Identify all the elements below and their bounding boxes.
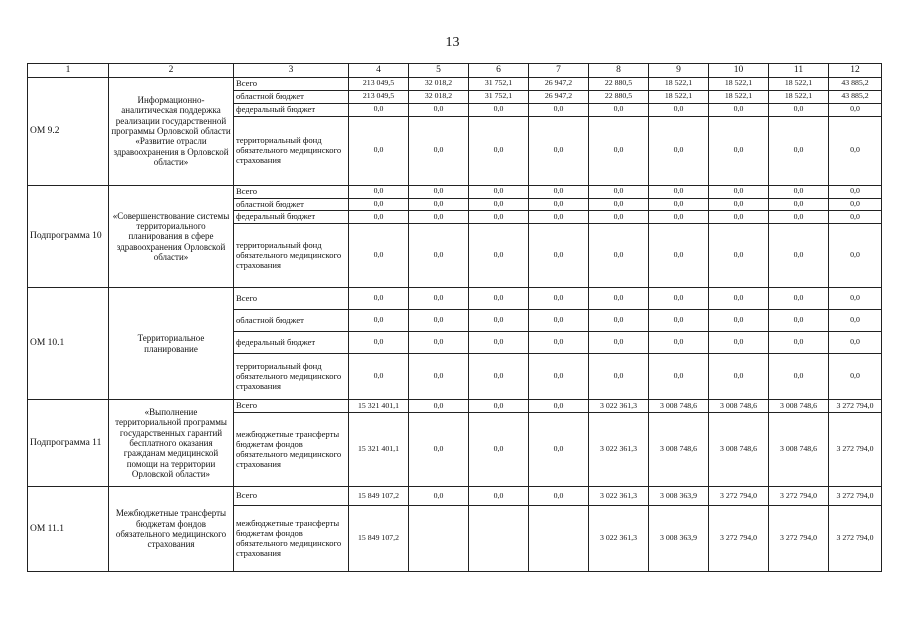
funding-value: 0,0 — [769, 288, 829, 310]
funding-value: 0,0 — [709, 224, 769, 288]
funding-value: 0,0 — [649, 211, 709, 224]
column-header: 4 — [349, 64, 409, 78]
funding-value: 3 272 794,0 — [709, 487, 769, 506]
funding-value: 26 947,2 — [529, 78, 589, 91]
funding-value: 0,0 — [649, 224, 709, 288]
funding-value: 32 018,2 — [409, 78, 469, 91]
funding-value: 0,0 — [589, 288, 649, 310]
funding-value: 18 522,1 — [769, 90, 829, 103]
funding-value: 0,0 — [529, 198, 589, 211]
funding-source: Всего — [234, 78, 349, 91]
funding-source: Всего — [234, 185, 349, 198]
funding-value: 0,0 — [469, 288, 529, 310]
funding-value: 0,0 — [409, 413, 469, 487]
funding-value: 0,0 — [349, 310, 409, 332]
funding-value: 0,0 — [529, 185, 589, 198]
funding-source: территориальный фонд обязательного медицинского страхования — [234, 224, 349, 288]
column-header: 1 — [28, 64, 109, 78]
program-code: Подпрограмма 11 — [28, 400, 109, 487]
funding-value: 0,0 — [769, 211, 829, 224]
funding-value: 0,0 — [409, 400, 469, 413]
funding-value: 43 885,2 — [829, 90, 882, 103]
column-header: 8 — [589, 64, 649, 78]
column-header: 7 — [529, 64, 589, 78]
funding-value: 0,0 — [769, 185, 829, 198]
funding-value: 0,0 — [829, 211, 882, 224]
funding-value: 18 522,1 — [769, 78, 829, 91]
funding-value: 0,0 — [649, 354, 709, 400]
funding-value: 0,0 — [709, 211, 769, 224]
funding-value: 0,0 — [529, 400, 589, 413]
program-code: Подпрограмма 10 — [28, 185, 109, 288]
funding-value: 0,0 — [829, 198, 882, 211]
funding-source: областной бюджет — [234, 198, 349, 211]
funding-value — [409, 506, 469, 572]
funding-value: 3 008 748,6 — [709, 400, 769, 413]
column-header: 5 — [409, 64, 469, 78]
program-code: ОМ 11.1 — [28, 487, 109, 572]
funding-value: 0,0 — [649, 185, 709, 198]
funding-value: 0,0 — [829, 103, 882, 116]
funding-value: 0,0 — [469, 310, 529, 332]
funding-value: 22 880,5 — [589, 90, 649, 103]
column-header: 6 — [469, 64, 529, 78]
funding-value: 0,0 — [349, 198, 409, 211]
funding-value: 0,0 — [589, 185, 649, 198]
funding-value: 3 008 363,9 — [649, 487, 709, 506]
funding-source: Всего — [234, 400, 349, 413]
funding-value: 213 049,5 — [349, 90, 409, 103]
table-row — [28, 400, 882, 413]
program-code: ОМ 10.1 — [28, 288, 109, 400]
funding-value: 0,0 — [529, 413, 589, 487]
funding-value: 3 022 361,3 — [589, 413, 649, 487]
funding-value: 0,0 — [829, 185, 882, 198]
funding-value: 0,0 — [589, 224, 649, 288]
funding-source: федеральный бюджет — [234, 211, 349, 224]
funding-value: 18 522,1 — [709, 90, 769, 103]
funding-value: 0,0 — [349, 354, 409, 400]
funding-source: территориальный фонд обязательного медицинского страхования — [234, 116, 349, 185]
funding-source: областной бюджет — [234, 90, 349, 103]
funding-value: 0,0 — [529, 224, 589, 288]
funding-value: 3 272 794,0 — [769, 487, 829, 506]
funding-value: 0,0 — [409, 198, 469, 211]
funding-value: 0,0 — [829, 310, 882, 332]
funding-value: 0,0 — [529, 103, 589, 116]
column-header: 10 — [709, 64, 769, 78]
funding-source: Всего — [234, 487, 349, 506]
funding-value: 0,0 — [709, 198, 769, 211]
funding-value: 0,0 — [709, 310, 769, 332]
table-row — [28, 78, 882, 91]
funding-value: 0,0 — [589, 332, 649, 354]
funding-value: 0,0 — [589, 103, 649, 116]
funding-value: 0,0 — [709, 354, 769, 400]
funding-value: 3 272 794,0 — [829, 400, 882, 413]
funding-value: 3 272 794,0 — [709, 506, 769, 572]
funding-value: 0,0 — [709, 332, 769, 354]
funding-value: 43 885,2 — [829, 78, 882, 91]
column-header: 11 — [769, 64, 829, 78]
funding-value: 213 049,5 — [349, 78, 409, 91]
funding-value: 15 849 107,2 — [349, 487, 409, 506]
funding-value: 3 022 361,3 — [589, 487, 649, 506]
funding-value: 0,0 — [409, 354, 469, 400]
funding-value: 0,0 — [589, 211, 649, 224]
funding-value: 0,0 — [709, 288, 769, 310]
funding-value: 0,0 — [469, 413, 529, 487]
funding-value: 0,0 — [469, 198, 529, 211]
funding-value: 0,0 — [409, 288, 469, 310]
funding-value: 0,0 — [769, 103, 829, 116]
funding-value: 0,0 — [829, 354, 882, 400]
funding-value: 3 008 748,6 — [649, 400, 709, 413]
funding-value: 0,0 — [649, 198, 709, 211]
funding-source: областной бюджет — [234, 310, 349, 332]
funding-value: 0,0 — [649, 103, 709, 116]
program-code: ОМ 9.2 — [28, 78, 109, 186]
funding-value: 0,0 — [529, 288, 589, 310]
funding-value: 0,0 — [649, 332, 709, 354]
funding-value: 0,0 — [529, 310, 589, 332]
funding-value: 0,0 — [709, 185, 769, 198]
funding-value: 0,0 — [769, 332, 829, 354]
funding-value: 0,0 — [529, 487, 589, 506]
funding-value: 0,0 — [469, 332, 529, 354]
funding-value: 0,0 — [829, 224, 882, 288]
funding-value: 0,0 — [529, 332, 589, 354]
funding-value: 0,0 — [469, 487, 529, 506]
funding-value: 0,0 — [469, 116, 529, 185]
funding-value: 0,0 — [469, 354, 529, 400]
funding-value: 0,0 — [589, 116, 649, 185]
funding-value: 31 752,1 — [469, 90, 529, 103]
funding-value: 0,0 — [409, 185, 469, 198]
funding-value: 0,0 — [529, 354, 589, 400]
funding-value: 0,0 — [829, 288, 882, 310]
funding-source: Всего — [234, 288, 349, 310]
funding-value: 0,0 — [349, 185, 409, 198]
funding-value: 0,0 — [469, 224, 529, 288]
funding-value: 32 018,2 — [409, 90, 469, 103]
funding-value: 18 522,1 — [649, 90, 709, 103]
funding-value: 0,0 — [469, 185, 529, 198]
funding-value: 0,0 — [349, 116, 409, 185]
funding-value: 0,0 — [349, 103, 409, 116]
funding-value: 0,0 — [349, 211, 409, 224]
funding-value: 0,0 — [409, 332, 469, 354]
funding-value: 0,0 — [469, 103, 529, 116]
funding-value: 3 022 361,3 — [589, 506, 649, 572]
funding-value: 22 880,5 — [589, 78, 649, 91]
funding-value: 0,0 — [409, 224, 469, 288]
funding-value: 15 321 401,1 — [349, 413, 409, 487]
funding-value: 0,0 — [349, 224, 409, 288]
funding-value: 3 272 794,0 — [829, 506, 882, 572]
funding-value: 0,0 — [829, 332, 882, 354]
funding-value: 0,0 — [649, 310, 709, 332]
funding-value: 0,0 — [409, 103, 469, 116]
funding-value: 3 022 361,3 — [589, 400, 649, 413]
funding-value: 0,0 — [469, 211, 529, 224]
funding-source: межбюджетные трансферты бюджетам фондов обязательного медицинского страхования — [234, 413, 349, 487]
funding-value: 0,0 — [769, 116, 829, 185]
program-name: Территориальное планирование — [109, 288, 234, 400]
table-row — [28, 288, 882, 310]
funding-value: 0,0 — [409, 211, 469, 224]
funding-value: 3 008 363,9 — [649, 506, 709, 572]
program-name: «Выполнение территориальной программы государственных гарантий бесплатного оказания гражданам медицинской помощи на территории Орловской области» — [109, 400, 234, 487]
table-row — [28, 185, 882, 198]
funding-value: 3 008 748,6 — [649, 413, 709, 487]
column-header: 3 — [234, 64, 349, 78]
program-name: «Совершенствование системы территориального планирования в сфере здравоохранения Орловской области» — [109, 185, 234, 288]
funding-source: межбюджетные трансферты бюджетам фондов обязательного медицинского страхования — [234, 506, 349, 572]
funding-value — [529, 506, 589, 572]
funding-value: 0,0 — [589, 354, 649, 400]
funding-value: 0,0 — [349, 332, 409, 354]
program-name: Межбюджетные трансферты бюджетам фондов обязательного медицинского страхования — [109, 487, 234, 572]
funding-value: 0,0 — [709, 103, 769, 116]
funding-source: территориальный фонд обязательного медицинского страхования — [234, 354, 349, 400]
column-header-row — [28, 64, 882, 78]
funding-value: 0,0 — [529, 211, 589, 224]
funding-value: 3 008 748,6 — [769, 413, 829, 487]
column-header: 2 — [109, 64, 234, 78]
funding-value: 18 522,1 — [649, 78, 709, 91]
funding-value: 0,0 — [769, 198, 829, 211]
funding-value: 0,0 — [769, 354, 829, 400]
funding-value: 3 008 748,6 — [769, 400, 829, 413]
funding-value: 0,0 — [829, 116, 882, 185]
funding-value: 18 522,1 — [709, 78, 769, 91]
funding-value: 3 272 794,0 — [829, 487, 882, 506]
funding-value — [469, 506, 529, 572]
funding-value: 0,0 — [649, 288, 709, 310]
funding-value: 0,0 — [589, 198, 649, 211]
funding-value: 0,0 — [709, 116, 769, 185]
funding-value: 0,0 — [769, 310, 829, 332]
funding-source: федеральный бюджет — [234, 103, 349, 116]
funding-value: 0,0 — [589, 310, 649, 332]
funding-source: федеральный бюджет — [234, 332, 349, 354]
program-name: Информационно-аналитическая поддержка реализации государственной программы Орловской области «Развитие отрасли здравоохранения в Орловской области» — [109, 78, 234, 186]
funding-value: 26 947,2 — [529, 90, 589, 103]
funding-value: 15 849 107,2 — [349, 506, 409, 572]
funding-value: 0,0 — [649, 116, 709, 185]
page-number: 13 — [445, 35, 460, 50]
funding-value: 0,0 — [349, 288, 409, 310]
funding-value: 31 752,1 — [469, 78, 529, 91]
funding-value: 0,0 — [409, 116, 469, 185]
funding-value: 15 321 401,1 — [349, 400, 409, 413]
funding-value: 0,0 — [409, 310, 469, 332]
funding-value: 3 272 794,0 — [829, 413, 882, 487]
budget-table — [27, 63, 882, 572]
funding-value: 3 008 748,6 — [709, 413, 769, 487]
funding-value: 3 272 794,0 — [769, 506, 829, 572]
funding-value: 0,0 — [469, 400, 529, 413]
column-header: 9 — [649, 64, 709, 78]
funding-value: 0,0 — [769, 224, 829, 288]
funding-value: 0,0 — [409, 487, 469, 506]
table-body — [28, 78, 882, 572]
funding-value: 0,0 — [529, 116, 589, 185]
column-header: 12 — [829, 64, 882, 78]
table-row — [28, 487, 882, 506]
